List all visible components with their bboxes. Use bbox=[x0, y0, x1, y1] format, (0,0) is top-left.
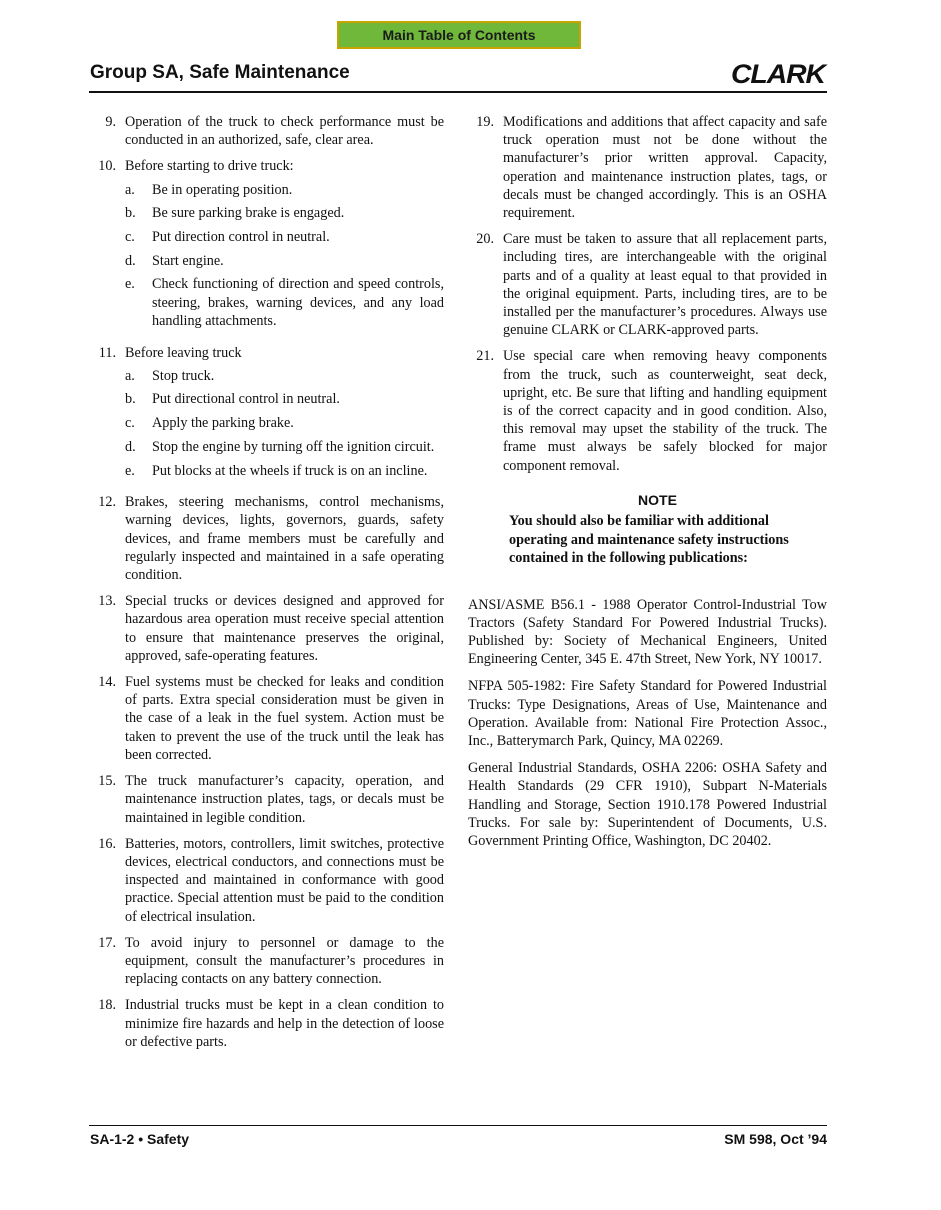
list-item bbox=[90, 772, 444, 827]
sub-item-text: Start engine. bbox=[152, 252, 224, 269]
list-item bbox=[90, 157, 444, 335]
list-item bbox=[90, 934, 444, 989]
sub-list bbox=[125, 367, 444, 480]
item-text: Brakes, steering mechanisms, control mechanisms, warning devices, lights, governors, guards, safety devices, and frame members must be carefully and regularly inspected and maintained in a safe operating condition. bbox=[125, 494, 444, 584]
sub-item-text: Put blocks at the wheels if truck is on an incline. bbox=[152, 462, 428, 479]
item-text: Before starting to drive truck: bbox=[125, 158, 294, 175]
item-body bbox=[125, 673, 444, 764]
item-text: Modifications and additions that affect capacity and safe truck operation must not be done without the manufacturer’s prior written approval. Capacity, operation and maintenance instruction plates, tags, or decals must be changed accordingly. This is an OSHA requirement. bbox=[503, 114, 827, 222]
item-body bbox=[125, 113, 444, 149]
reference-entry: NFPA 505-1982: Fire Safety Standard for Powered Industrial Trucks: Type Designations, Areas of Use, Maintenance and Operation. Available from: National Fire Protection Assoc., Inc., Batterymarch Park, Quincy, MA 02269. bbox=[468, 678, 827, 749]
item-body bbox=[503, 113, 827, 222]
list-item bbox=[90, 835, 444, 926]
sub-item-letter: a. bbox=[125, 181, 135, 198]
sub-item bbox=[125, 275, 444, 330]
sub-item-letter: d. bbox=[125, 252, 136, 269]
item-text: Before leaving truck bbox=[125, 344, 242, 361]
list-item bbox=[90, 493, 444, 584]
note-heading: NOTE bbox=[638, 491, 677, 508]
sub-item-letter: d. bbox=[125, 438, 136, 455]
list-item bbox=[90, 344, 444, 486]
item-number: 12. bbox=[98, 494, 116, 511]
clark-logo: CLARK bbox=[731, 59, 825, 89]
item-body bbox=[125, 934, 444, 989]
item-text: Use special care when removing heavy components from the truck, such as counterweight, seat deck, upright, etc. Be sure that lifting and handling equipment is of the correct capacity and in good condition. Also, this removal may upset the stability of the truck. The frame must always be safely blocked for major component removal. bbox=[503, 348, 827, 474]
sub-item bbox=[125, 204, 444, 222]
sub-item-text: Put direction control in neutral. bbox=[152, 229, 330, 246]
footer-manual-id: SM 598, Oct ’94 bbox=[724, 1131, 827, 1147]
right-column bbox=[468, 113, 827, 859]
list-item bbox=[468, 230, 827, 339]
item-body bbox=[125, 344, 444, 486]
list-item bbox=[90, 592, 444, 665]
sub-list bbox=[125, 181, 444, 330]
sub-item-letter: b. bbox=[125, 391, 136, 408]
sub-item-letter: c. bbox=[125, 415, 135, 432]
item-body bbox=[125, 996, 444, 1051]
list-item bbox=[468, 347, 827, 474]
sub-item-letter: b. bbox=[125, 205, 136, 222]
sub-item bbox=[125, 367, 444, 385]
item-text: Operation of the truck to check performance must be conducted in an authorized, safe, clear area. bbox=[125, 114, 444, 149]
item-number: 21. bbox=[476, 348, 494, 365]
item-text: Batteries, motors, controllers, limit switches, protective devices, electrical conductors, and connections must be inspected and maintained in conformance with good practice. Special attention must be paid to the condition of electrical insulation. bbox=[125, 835, 444, 925]
sub-item-text: Be sure parking brake is engaged. bbox=[152, 205, 345, 222]
item-text: Care must be taken to assure that all replacement parts, including tires, are interchangeable with the original parts and of a quality at least equal to that provided in the original equipment. Parts, including tires, are to be installed per the manufacturer’s procedures. Always use genuine CLARK or CLARK-approved parts. bbox=[503, 231, 827, 339]
footer-rule bbox=[89, 1125, 827, 1126]
sub-item bbox=[125, 390, 444, 408]
item-number: 16. bbox=[98, 835, 116, 852]
sub-item-letter: e. bbox=[125, 276, 135, 293]
item-body bbox=[503, 347, 827, 474]
item-body bbox=[125, 835, 444, 926]
item-body bbox=[125, 592, 444, 665]
item-number: 17. bbox=[98, 934, 116, 951]
item-text: Fuel systems must be checked for leaks and condition of parts. Extra special consideration must be given in the case of a leak in the fuel system. Action must be taken to prevent the use of the truck until the leak has been corrected. bbox=[125, 674, 444, 763]
item-body bbox=[125, 157, 444, 335]
sub-item-text: Be in operating position. bbox=[152, 181, 293, 198]
sub-item-letter: c. bbox=[125, 229, 135, 246]
sub-item bbox=[125, 252, 444, 270]
left-column bbox=[90, 113, 444, 1059]
item-number: 19. bbox=[476, 114, 494, 130]
sub-item bbox=[125, 462, 444, 480]
sub-item bbox=[125, 228, 444, 246]
sub-item-text: Stop the engine by turning off the ignition circuit. bbox=[152, 438, 435, 455]
reference-entry: General Industrial Standards, OSHA 2206: OSHA Safety and Health Standards (29 CFR 1910), Subpart N-Materials Handling and Storage, Section 1910.178 Powered Industrial Trucks. For sale by: Superintendent of Documents, U.S. Government Printing Office, Washington, DC 20402. bbox=[468, 760, 827, 849]
sub-item-text: Put directional control in neutral. bbox=[152, 391, 340, 408]
list-item bbox=[90, 996, 444, 1051]
note-body: You should also be familiar with additional operating and maintenance safety instructions contained in the following publications: bbox=[509, 513, 789, 567]
sub-item bbox=[125, 414, 444, 432]
item-number: 11. bbox=[98, 344, 116, 361]
item-body bbox=[125, 493, 444, 584]
sub-item bbox=[125, 438, 444, 456]
page-title: Group SA, Safe Maintenance bbox=[90, 62, 350, 83]
item-body bbox=[503, 230, 827, 339]
list-item bbox=[90, 113, 444, 149]
item-number: 13. bbox=[98, 593, 116, 610]
item-text: Special trucks or devices designed and approved for hazardous area operation must receive special attention to ensure that maintenance preserves the original, approved, safe-operating features. bbox=[125, 593, 444, 664]
list-item bbox=[90, 673, 444, 764]
item-text: To avoid injury to personnel or damage to the equipment, consult the manufacturer’s procedures in replacing contacts on any battery connection. bbox=[125, 934, 444, 988]
item-number: 20. bbox=[476, 231, 494, 248]
item-body bbox=[125, 772, 444, 827]
item-number: 15. bbox=[98, 773, 116, 790]
item-number: 10. bbox=[98, 158, 116, 175]
item-text: Industrial trucks must be kept in a clean condition to minimize fire hazards and help in the detection of loose or defective parts. bbox=[125, 997, 444, 1050]
list-item bbox=[468, 113, 827, 222]
sub-item-letter: a. bbox=[125, 367, 135, 384]
sub-item-text: Check functioning of direction and speed controls, steering, brakes, warning devices, and any load handling attachments. bbox=[152, 276, 444, 329]
footer-page-label: SA-1-2 • Safety bbox=[90, 1131, 190, 1147]
item-text: The truck manufacturer’s capacity, operation, and maintenance instruction plates, tags, or decals must be maintained in legible condition. bbox=[125, 773, 444, 826]
sub-item-text: Stop truck. bbox=[152, 367, 215, 384]
reference-entry: ANSI/ASME B56.1 - 1988 Operator Control-Industrial Tow Tractors (Safety Standard For Powered Industrial Trucks). Published by: Society of Mechanical Engineers, United Engineering Center, 345 E. 47th Street, New York, NY 10017. bbox=[468, 596, 827, 668]
main-toc-button[interactable]: Main Table of Contents bbox=[337, 21, 581, 49]
item-number: 18. bbox=[98, 997, 116, 1014]
sub-item-letter: e. bbox=[125, 462, 135, 479]
sub-item-text: Apply the parking brake. bbox=[152, 415, 294, 432]
item-number: 9. bbox=[105, 114, 116, 130]
sub-item bbox=[125, 181, 444, 199]
item-number: 14. bbox=[98, 674, 116, 691]
header-rule bbox=[89, 91, 827, 93]
